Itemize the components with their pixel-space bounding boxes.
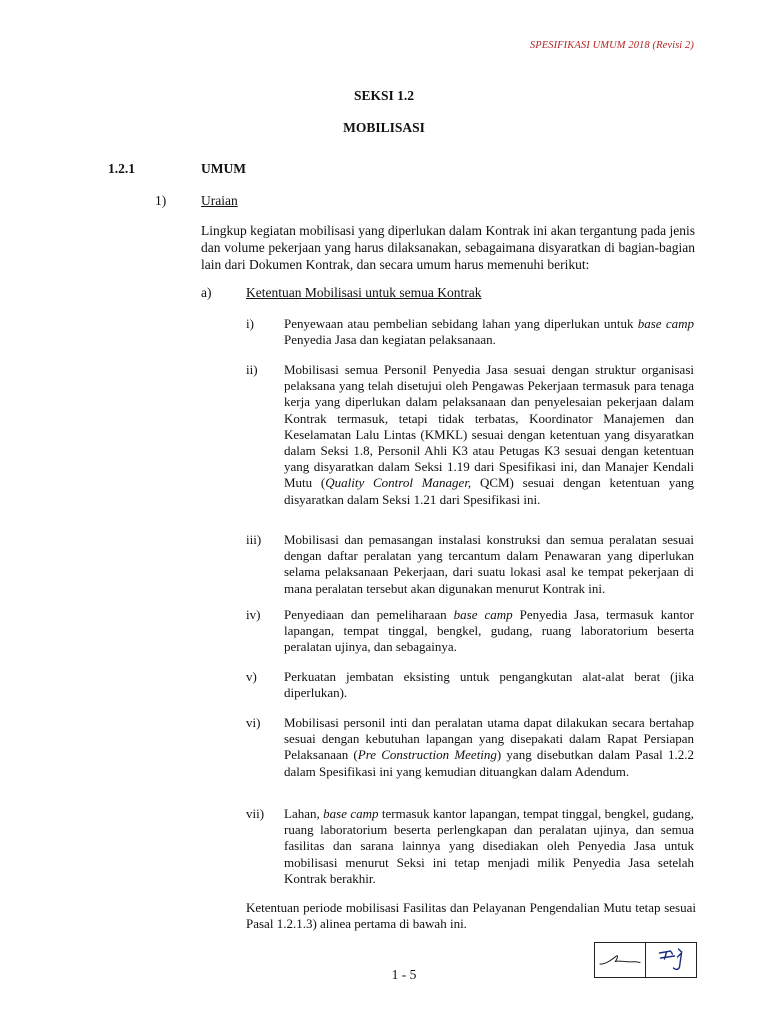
paraf-icon (646, 943, 696, 977)
list-item-number: i) (246, 316, 254, 331)
point-title: Uraian (201, 193, 238, 208)
emphasis: Quality Control Manager, (325, 475, 472, 491)
list-item-number: iv) (246, 607, 261, 622)
list-item-text: Mobilisasi personil inti dan peralatan utama dapat dilakukan secara bertahap sesuai dengan kebutuhan lapangan yang disepakati dalam Rapat Persiapan Pelaksanaan (Pre Construction Meeting) yang disebutkan dalam Pasal 1.2.2 dalam Spesifikasi ini yang kemudian dituangkan dalam Adendum. (284, 715, 694, 779)
emphasis: base camp (323, 806, 379, 821)
list-item-number: vii) (246, 806, 265, 821)
running-header: SPESIFIKASI UMUM 2018 (Revisi 2) (529, 40, 694, 51)
list-item-text: Mobilisasi dan pemasangan instalasi konstruksi dan semua peralatan sesuai dengan daftar peralatan yang tercantum dalam Penawaran yang diperlukan selama pelaksanaan Pekerjaan, dari suatu lokasi asal ke tempat pekerjaan di mana peralatan tersebut akan digunakan menurut Kontrak ini. (284, 532, 694, 596)
list-item-number: iii) (246, 532, 262, 547)
clause-a-number: a) (201, 285, 212, 300)
emphasis: base camp (453, 607, 513, 622)
clause-a-title: Ketentuan Mobilisasi untuk semua Kontrak (246, 285, 482, 300)
section-title: MOBILISASI (343, 120, 425, 135)
intro-paragraph: Lingkup kegiatan mobilisasi yang diperlukan dalam Kontrak ini akan tergantung pada jenis dan volume pekerjaan yang harus dilaksanakan, sebagaimana disyaratkan di bagian-bagian lain dari Dokumen Kontrak, dan secara umum harus memenuhi berikut: (201, 223, 695, 272)
point-number: 1) (155, 193, 167, 208)
emphasis: Pre Construction Meeting (357, 747, 497, 763)
list-item-text: Penyewaan atau pembelian sebidang lahan yang diperlukan untuk base camp Penyedia Jasa dan kegiatan pelaksanaan. (284, 316, 694, 348)
section-label: SEKSI 1.2 (353, 88, 415, 103)
subsection-title: UMUM (201, 161, 246, 176)
list-item-text: Mobilisasi semua Personil Penyedia Jasa sesuai dengan struktur organisasi pelaksana yang telah disetujui oleh Pengawas Pekerjaan termasuk para tenaga kerja yang diperlukan dalam pelaksanaan dan penyelesaian pekerjaan dalam Kontrak termasuk, tetapi tidak terbatas, Koordinator Manajemen dan Keselamatan Lalu Lintas (KMKL) sesuai dengan ketentuan yang disyaratkan dalam Seksi 1.8, Personil Ahli K3 atau Petugas K3 sesuai dengan ketentuan yang disyaratkan dalam Seksi 1.19 dari Spesifikasi ini, dan Manajer Kendali Mutu (Quality Control Manager, QCM) sesuai dengan ketentuan yang disyaratkan dalam Seksi 1.21 dari Spesifikasi ini. (284, 362, 694, 507)
list-item-number: ii) (246, 362, 258, 377)
list-item-number: v) (246, 669, 257, 684)
signature-initial-left (595, 943, 645, 977)
signature-icon (595, 943, 645, 977)
emphasis: base camp (637, 316, 694, 331)
list-item-text: Penyediaan dan pemeliharaan base camp Penyedia Jasa, termasuk kantor lapangan, tempat tinggal, bengkel, gudang, ruang laboratorium beserta peralatan ujinya, dan sebagainya. (284, 607, 694, 655)
initials-box (594, 942, 697, 978)
list-item-text: Perkuatan jembatan eksisting untuk pengangkutan alat-alat berat (jika diperlukan). (284, 669, 694, 701)
page-number: 1 - 5 (391, 967, 417, 982)
list-item-text: Lahan, base camp termasuk kantor lapangan, tempat tinggal, bengkel, gudang, ruang laboratorium beserta perlengkapan dan peralatan ujinya, dan semua fasilitas dan sarana lainnya yang disediakan oleh Penyedia Jasa untuk mobilisasi menurut Seksi ini tetap menjadi milik Penyedia Jasa setelah Kontrak berakhir. (284, 806, 695, 886)
signature-initial-right (645, 943, 696, 977)
closing-paragraph: Ketentuan periode mobilisasi Fasilitas dan Pelayanan Pengendalian Mutu tetap sesuai Pasal 1.2.1.3) alinea pertama di bawah ini. (246, 900, 696, 932)
list-item-number: vi) (246, 715, 261, 730)
subsection-number: 1.2.1 (108, 161, 135, 176)
